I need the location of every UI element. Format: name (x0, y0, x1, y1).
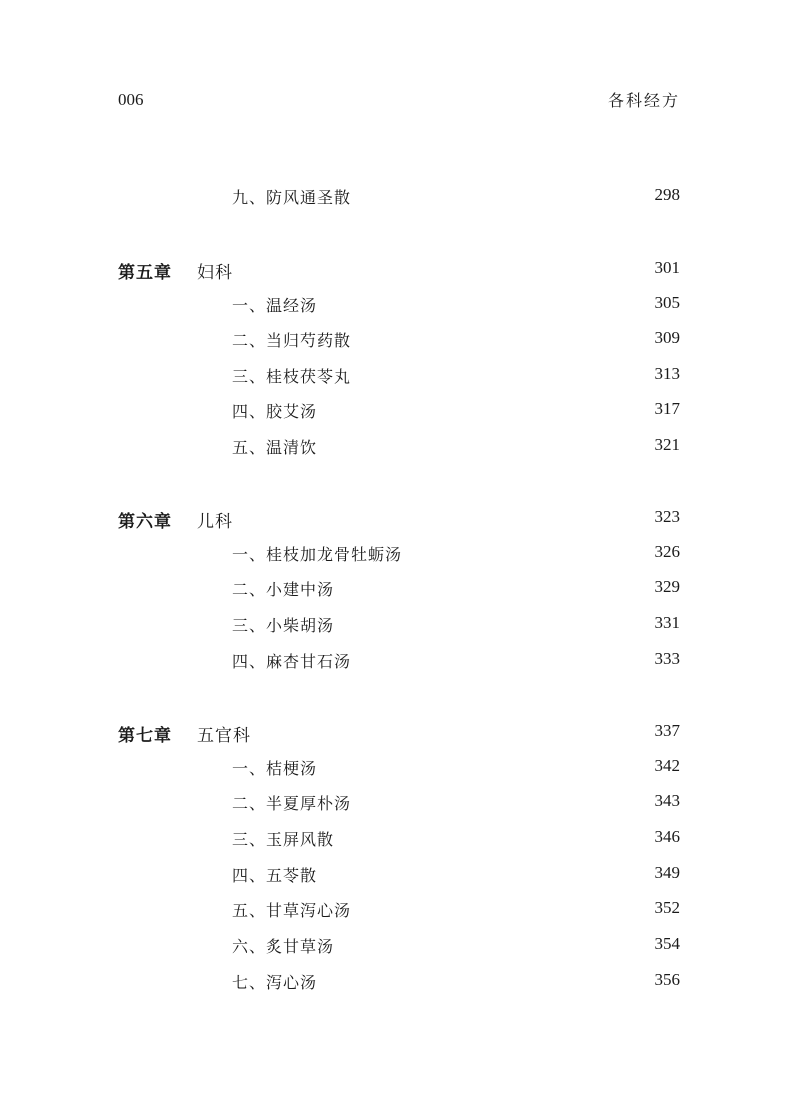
toc-entry[interactable] (0, 399, 800, 425)
toc-entry-title: 一、桂枝加龙骨牡蛎汤 (232, 545, 403, 564)
toc-entry[interactable] (0, 863, 800, 889)
toc-entry-title: 七、泻心汤 (232, 973, 318, 992)
toc-entry-title: 六、炙甘草汤 (232, 937, 335, 956)
chapter-name: 五官科 (197, 726, 251, 746)
chapter-label: 第五章 (118, 263, 172, 283)
toc-entry[interactable] (0, 364, 800, 390)
toc-entry-page: 352 (654, 898, 680, 917)
toc-entry[interactable] (0, 827, 800, 853)
toc-entry-page: 346 (654, 827, 680, 846)
chapter-page: 337 (654, 721, 680, 740)
toc-entry-title: 三、小柴胡汤 (232, 616, 335, 635)
chapter-heading-6[interactable] (0, 507, 800, 533)
chapter-page: 323 (654, 507, 680, 526)
toc-entry-page: 329 (654, 577, 680, 596)
toc-entry[interactable] (0, 934, 800, 960)
toc-entry-page: 309 (654, 328, 680, 347)
toc-entry[interactable] (0, 435, 800, 461)
chapter-heading-5[interactable] (0, 258, 800, 284)
toc-entry[interactable] (0, 328, 800, 354)
chapter-name: 儿科 (197, 512, 233, 532)
toc-entry-title: 九、防风通圣散 (232, 188, 352, 207)
toc-entry-title: 五、温清饮 (232, 438, 318, 457)
toc-entry[interactable] (0, 756, 800, 782)
toc-entry-page: 298 (654, 185, 680, 204)
toc-entry[interactable] (0, 791, 800, 817)
toc-entry-page: 321 (654, 435, 680, 454)
toc-entry-title: 四、麻杏甘石汤 (232, 652, 352, 671)
toc-entry[interactable] (0, 898, 800, 924)
toc-entry-title: 二、小建中汤 (232, 580, 335, 599)
page-number: 006 (118, 90, 144, 109)
toc-entry[interactable] (0, 970, 800, 996)
toc-entry[interactable] (0, 185, 800, 211)
chapter-label: 第六章 (118, 512, 172, 532)
toc-entry-page: 354 (654, 934, 680, 953)
toc-entry-title: 三、桂枝茯苓丸 (232, 367, 352, 386)
toc-entry-page: 305 (654, 293, 680, 312)
toc-entry-page: 343 (654, 791, 680, 810)
running-header-title: 各科经方 (607, 91, 680, 110)
toc-entry-page: 313 (654, 364, 680, 383)
toc-entry-title: 三、玉屏风散 (232, 830, 335, 849)
chapter-label: 第七章 (118, 726, 172, 746)
toc-entry-title: 二、当归芍药散 (232, 331, 352, 350)
toc-entry[interactable] (0, 613, 800, 639)
toc-entry[interactable] (0, 542, 800, 568)
toc-entry-title: 一、温经汤 (232, 296, 318, 315)
toc-entry-title: 一、桔梗汤 (232, 759, 318, 778)
toc-entry-page: 349 (654, 863, 680, 882)
toc-entry-page: 317 (654, 399, 680, 418)
toc-entry-title: 二、半夏厚朴汤 (232, 794, 352, 813)
toc-entry-page: 342 (654, 756, 680, 775)
chapter-heading-7[interactable] (0, 721, 800, 747)
toc-entry-title: 四、胶艾汤 (232, 402, 318, 421)
toc-entry-page: 333 (654, 649, 680, 668)
chapter-name: 妇科 (197, 263, 233, 283)
toc-entry-page: 326 (654, 542, 680, 561)
toc-entry-title: 五、甘草泻心汤 (232, 901, 352, 920)
toc-entry-page: 356 (654, 970, 680, 989)
toc-entry[interactable] (0, 577, 800, 603)
toc-entry[interactable] (0, 293, 800, 319)
toc-entry-title: 四、五苓散 (232, 866, 318, 885)
toc-entry[interactable] (0, 649, 800, 675)
chapter-page: 301 (654, 258, 680, 277)
toc-entry-page: 331 (654, 613, 680, 632)
